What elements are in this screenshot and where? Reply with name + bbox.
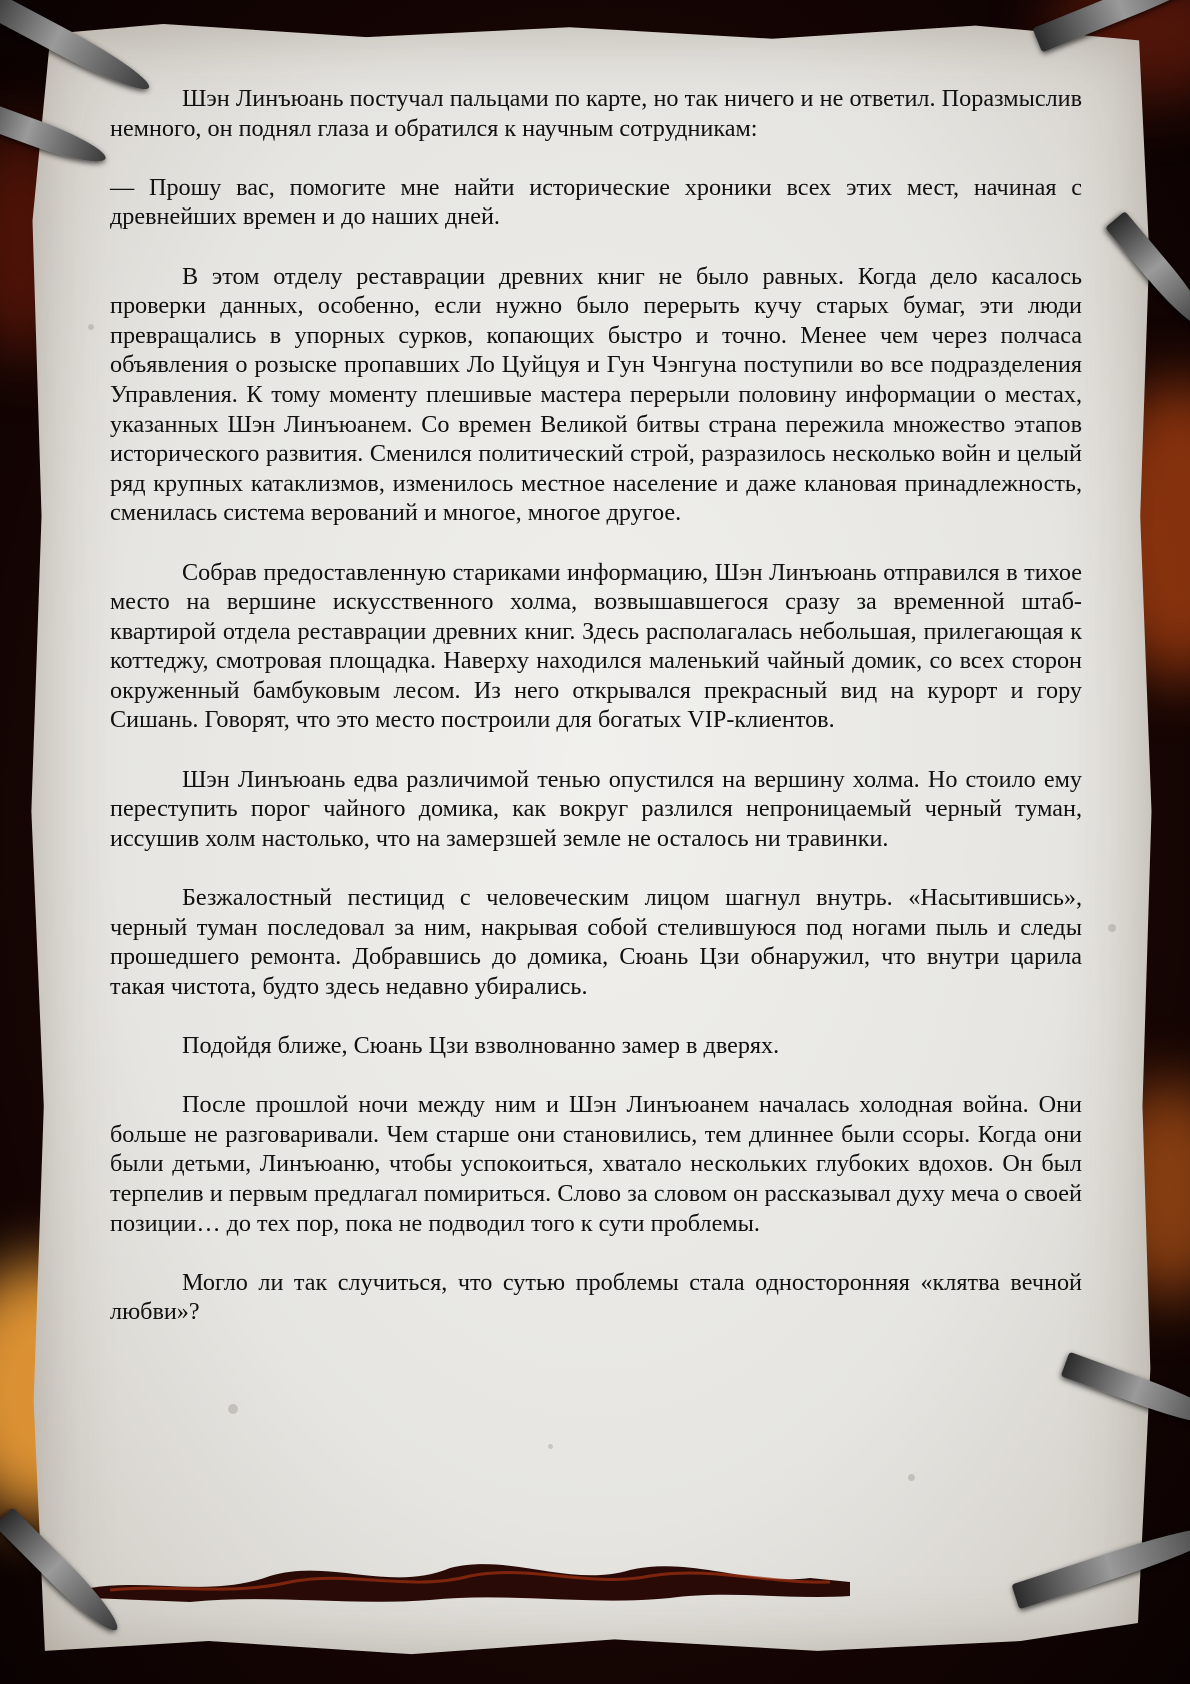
paragraph: После прошлой ночи между ним и Шэн Линъюанем началась холодная война. Они больше не разговаривали. Чем старше они становились, тем длиннее были ссоры. Когда они были детьми, Линъюаню, чтобы успокоиться, хватало нескольких глубоких вдохов. Он был терпелив и первым предлагал помириться. Слово за словом он рассказывал духу меча о своей позиции… до тех пор, пока не подводил того к сути проблемы. <box>110 1091 1082 1237</box>
paper-speck <box>1108 924 1116 932</box>
paper-speck <box>88 324 94 330</box>
document-body <box>110 84 1082 1357</box>
paragraph: Шэн Линъюань постучал пальцами по карте, но так ничего и не ответил. Поразмыслив немного, он поднял глаза и обратился к научным сотрудникам: <box>110 85 1082 142</box>
paragraph: Собрав предоставленную стариками информацию, Шэн Линъюань отправился в тихое место на вершине искусственного холма, возвышавшегося сразу за временной штаб-квартирой отдела реставрации древних книг. Здесь располагалась небольшая, прилегающая к коттеджу, смотровая площадка. Наверху находился маленький чайный домик, со всех сторон окруженный бамбуковым лесом. Из него открывался прекрасный вид на курорт и гору Сишань. Говорят, что это место построили для богатых VIP-клиентов. <box>110 558 1082 734</box>
dialog-paragraph: — Прошу вас, помогите мне найти исторические хроники всех этих мест, начиная с древнейших времен и до наших дней. <box>110 173 1082 231</box>
burnt-edge <box>90 1548 850 1608</box>
paragraph: Безжалостный пестицид с человеческим лицом шагнул внутрь. «Насытившись», черный туман последовал за ним, накрывая собой стелившуюся под ногами пыль и следы прошедшего ремонта. Добравшись до домика, Сюань Цзи обнаружил, что внутри царила такая чистота, будто здесь недавно убирались. <box>110 884 1082 1000</box>
paragraph: В этом отделу реставрации древних книг не было равных. Когда дело касалось проверки данных, особенно, если нужно было перерыть кучу старых бумаг, эти люди превращались в упорных сурков, копающих быстро и точно. Менее чем через полчаса объявления о розыске пропавших Ло Цуйцуя и Гун Чэнгуна поступили во все подразделения Управления. К тому моменту плешивые мастера перерыли половину информации о местах, указанных Шэн Линъюанем. Со времен Великой битвы страна пережила множество этапов исторического развития. Сменился политический строй, разразилось несколько войн и целый ряд крупных катаклизмов, изменилось местное население и даже клановая принадлежность, сменилась система верований и многое, многое другое. <box>110 262 1082 527</box>
paper-speck <box>908 1474 915 1481</box>
paragraph: Могло ли так случиться, что сутью проблемы стала односторонняя «клятва вечной любви»? <box>110 1268 1082 1326</box>
paragraph: Подойдя ближе, Сюань Цзи взволнованно замер в дверях. <box>182 1032 780 1059</box>
paragraph: Шэн Линъюань едва различимой тенью опустился на вершину холма. Но стоило ему переступить порог чайного домика, как вокруг разлился непроницаемый черный туман, иссушив холм настолько, что на замерзшей земле не осталось ни травинки. <box>110 765 1082 852</box>
paper-speck <box>228 1404 238 1414</box>
paper-speck <box>548 1444 553 1449</box>
